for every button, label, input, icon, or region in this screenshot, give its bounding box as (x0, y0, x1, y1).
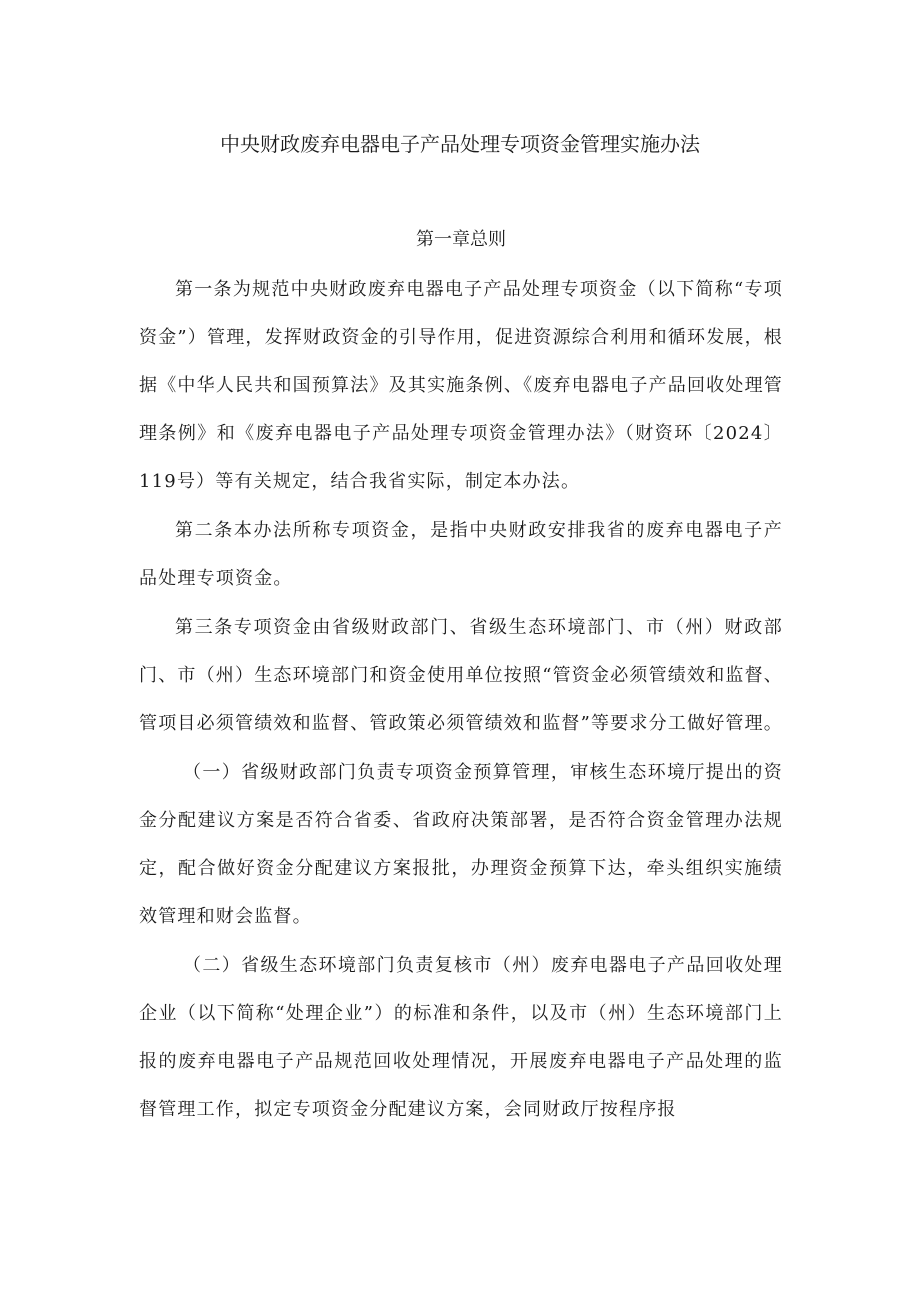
chapter-heading: 第一章总则 (416, 229, 506, 250)
article-1-paragraph: 第一条为规范中央财政废弃电器电子产品处理专项资金（以下简称“专项资金”）管理，发挥财政资金的引导作用，促进资源综合利用和循环发展，根据《中华人民共和国预算法》及其实施条例、《废弃电器电子产品回收处理管理条例》和《废弃电器电子产品处理专项资金管理办法》（财资环〔2024〕119号）等有关规定，结合我省实际，制定本办法。 (139, 279, 783, 492)
article-2-paragraph: 第二条本办法所称专项资金，是指中央财政安排我省的废弃电器电子产品处理专项资金。 (139, 520, 783, 589)
article-3-item-1-paragraph: （一）省级财政部门负责专项资金预算管理，审核生态环境厅提出的资金分配建议方案是否符合省委、省政府决策部署，是否符合资金管理办法规定，配合做好资金分配建议方案报批，办理资金预算下达，牵头组织实施绩效管理和财会监督。 (139, 762, 783, 927)
article-3-item-2-paragraph: （二）省级生态环境部门负责复核市（州）废弃电器电子产品回收处理企业（以下简称“处理企业”）的标准和条件，以及市（州）生态环境部门上报的废弃电器电子产品规范回收处理情况，开展废弃电器电子产品处理的监督管理工作，拟定专项资金分配建议方案，会同财政厅按程序报 (139, 955, 783, 1120)
article-3-paragraph: 第三条专项资金由省级财政部门、省级生态环境部门、市（州）财政部门、市（州）生态环境部门和资金使用单位按照“管资金必须管绩效和监督、管项目必须管绩效和监督、管政策必须管绩效和监督”等要求分工做好管理。 (139, 617, 783, 734)
document-title: 中央财政废弃电器电子产品处理专项资金管理实施办法 (220, 132, 700, 156)
document-body (139, 216, 783, 1134)
